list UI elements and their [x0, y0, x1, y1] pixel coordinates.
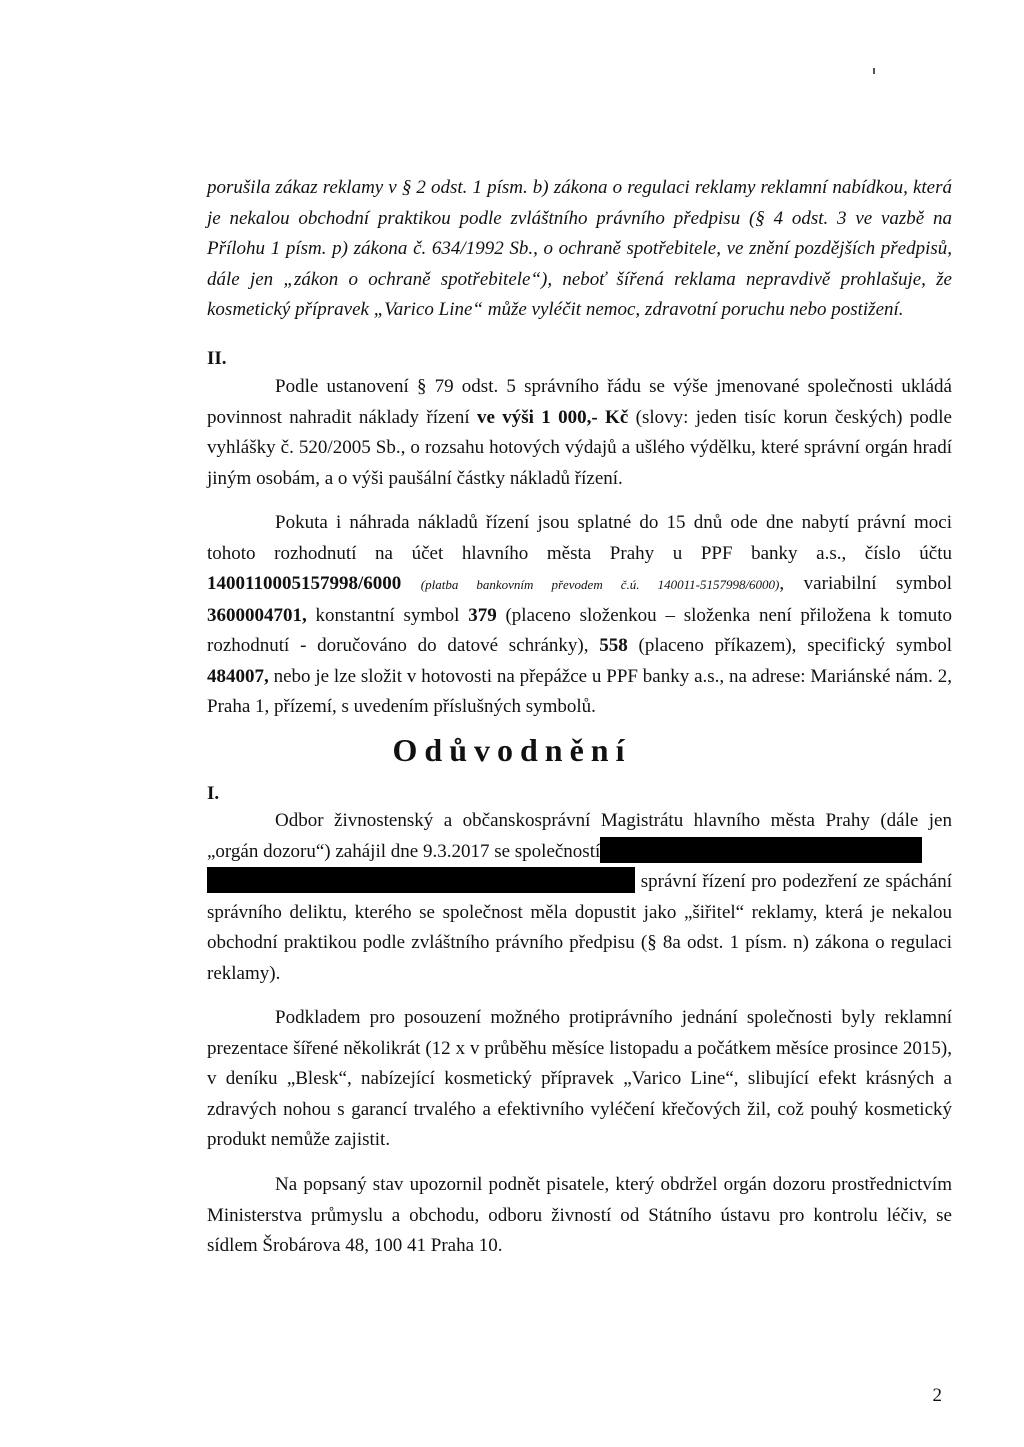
- payment-note: (platba bankovním převodem č.ú. 140011-5157998/6000): [420, 577, 780, 592]
- intro-paragraph: porušila zákaz reklamy v § 2 odst. 1 písm. b) zákona o regulaci reklamy reklamní nabídkou, která je nekalou obchodní praktikou podle zvláštního právního předpisu (§ 4 odst. 3 ve vazbě na Přílohu 1 písm. p) zákona č. 634/1992 Sb., o ochraně spotřebitele, ve znění pozdějších předpisů, dále jen „zákon o ochraně spotřebitele“), neboť šířená reklama nepravdivě prohlašuje, že kosmetický přípravek „Varico Line“ může vyléčit nemoc, zdravotní poruchu nebo postižení.: [207, 177, 952, 320]
- text-fragment: Podle ustanovení § 79 odst. 5 správního řádu se výše jmenované společnosti ukládá povinnost nahradit náklady řízení: [207, 376, 952, 428]
- text-fragment: Odbor živnostenský a občanskosprávní Magistrátu hlavního města Prahy (dále jen „orgán dozoru“) zahájil dne 9.3.2017 se společností: [207, 810, 952, 862]
- scan-speck: [873, 68, 875, 74]
- text-fragment: , variabilní symbol: [779, 573, 952, 594]
- section-I-paragraph-2: [207, 1003, 952, 1156]
- section-label-II: II.: [207, 348, 227, 369]
- text-fragment: nebo je lze složit v hotovosti na přepážce u PPF banky a.s., na adrese: Mariánské nám. 2, Praha 1, přízemí, s uvedením příslušných symbolů.: [207, 665, 952, 717]
- text-fragment: (slovy: jeden tisíc korun českých) podle vyhlášky č. 520/2005 Sb., o rozsahu hotových výdajů a ušlého výdělku, které správní orgán hradí jiným osobám, a o výši paušální částky nákladů řízení.: [207, 406, 952, 489]
- redaction-bar: [600, 837, 922, 863]
- amount-bold: ve výši 1 000,- Kč: [476, 406, 629, 428]
- section-heading: Odůvodnění: [392, 732, 632, 768]
- text-fragment: Podkladem pro posouzení možného protiprávního jednání společnosti byly reklamní prezentace šířené několikrát (12 x v průběhu měsíce listopadu a počátkem měsíce prosince 2015), v deníku „Blesk“, nabízející kosmetický přípravek „Varico Line“, slibující efekt krásných a zdravých nohou s garancí trvalého a efektivního vyléčení křečových žil, což pouhý kosmetický produkt nemůže zajistit.: [207, 1007, 952, 1150]
- page-number: 2: [932, 1385, 942, 1406]
- specific-symbol: 484007,: [207, 665, 269, 687]
- constant-symbol-1: 379: [468, 604, 497, 626]
- redaction-bar: [207, 867, 635, 893]
- variable-symbol: 3600004701,: [207, 604, 307, 626]
- account-number: 1400110005157998/6000: [207, 573, 402, 594]
- constant-symbol-2: 558: [599, 635, 628, 656]
- text-fragment: (placeno příkazem), specifický symbol: [627, 635, 952, 656]
- text-fragment: Pokuta i náhrada nákladů řízení jsou splatné do 15 dnů ode dne nabytí právní moci tohoto rozhodnutí na účet hlavního města Prahy u PPF banky a.s., číslo účtu: [207, 512, 952, 564]
- section-I-paragraph-1: [207, 806, 952, 989]
- section-I-paragraph-3: [207, 1170, 952, 1262]
- text-fragment: správní řízení pro podezření ze spáchání správního deliktu, kterého se společnost měla dopustit jako „šiřitel“ reklamy, která je nekalou obchodní praktikou podle zvláštního právního předpisu (§ 8a odst. 1 písm. n) zákona o regulaci reklamy).: [207, 871, 953, 984]
- text-fragment: Na popsaný stav upozornil podnět pisatele, který obdržel orgán dozoru prostřednictvím Ministerstva průmyslu a obchodu, odboru živností od Státního ústavu pro kontrolu léčiv, se sídlem Šrobárova 48, 100 41 Praha 10.: [207, 1174, 952, 1256]
- section-II-paragraph-1: [207, 372, 952, 494]
- text-fragment: konstantní symbol: [306, 604, 469, 626]
- section-II-paragraph-2: [207, 508, 952, 723]
- section-label-I: I.: [207, 783, 220, 804]
- text-fragment: (placeno složenkou – složenka není přiložena k tomuto rozhodnutí - doručováno do datové schránky),: [207, 604, 952, 656]
